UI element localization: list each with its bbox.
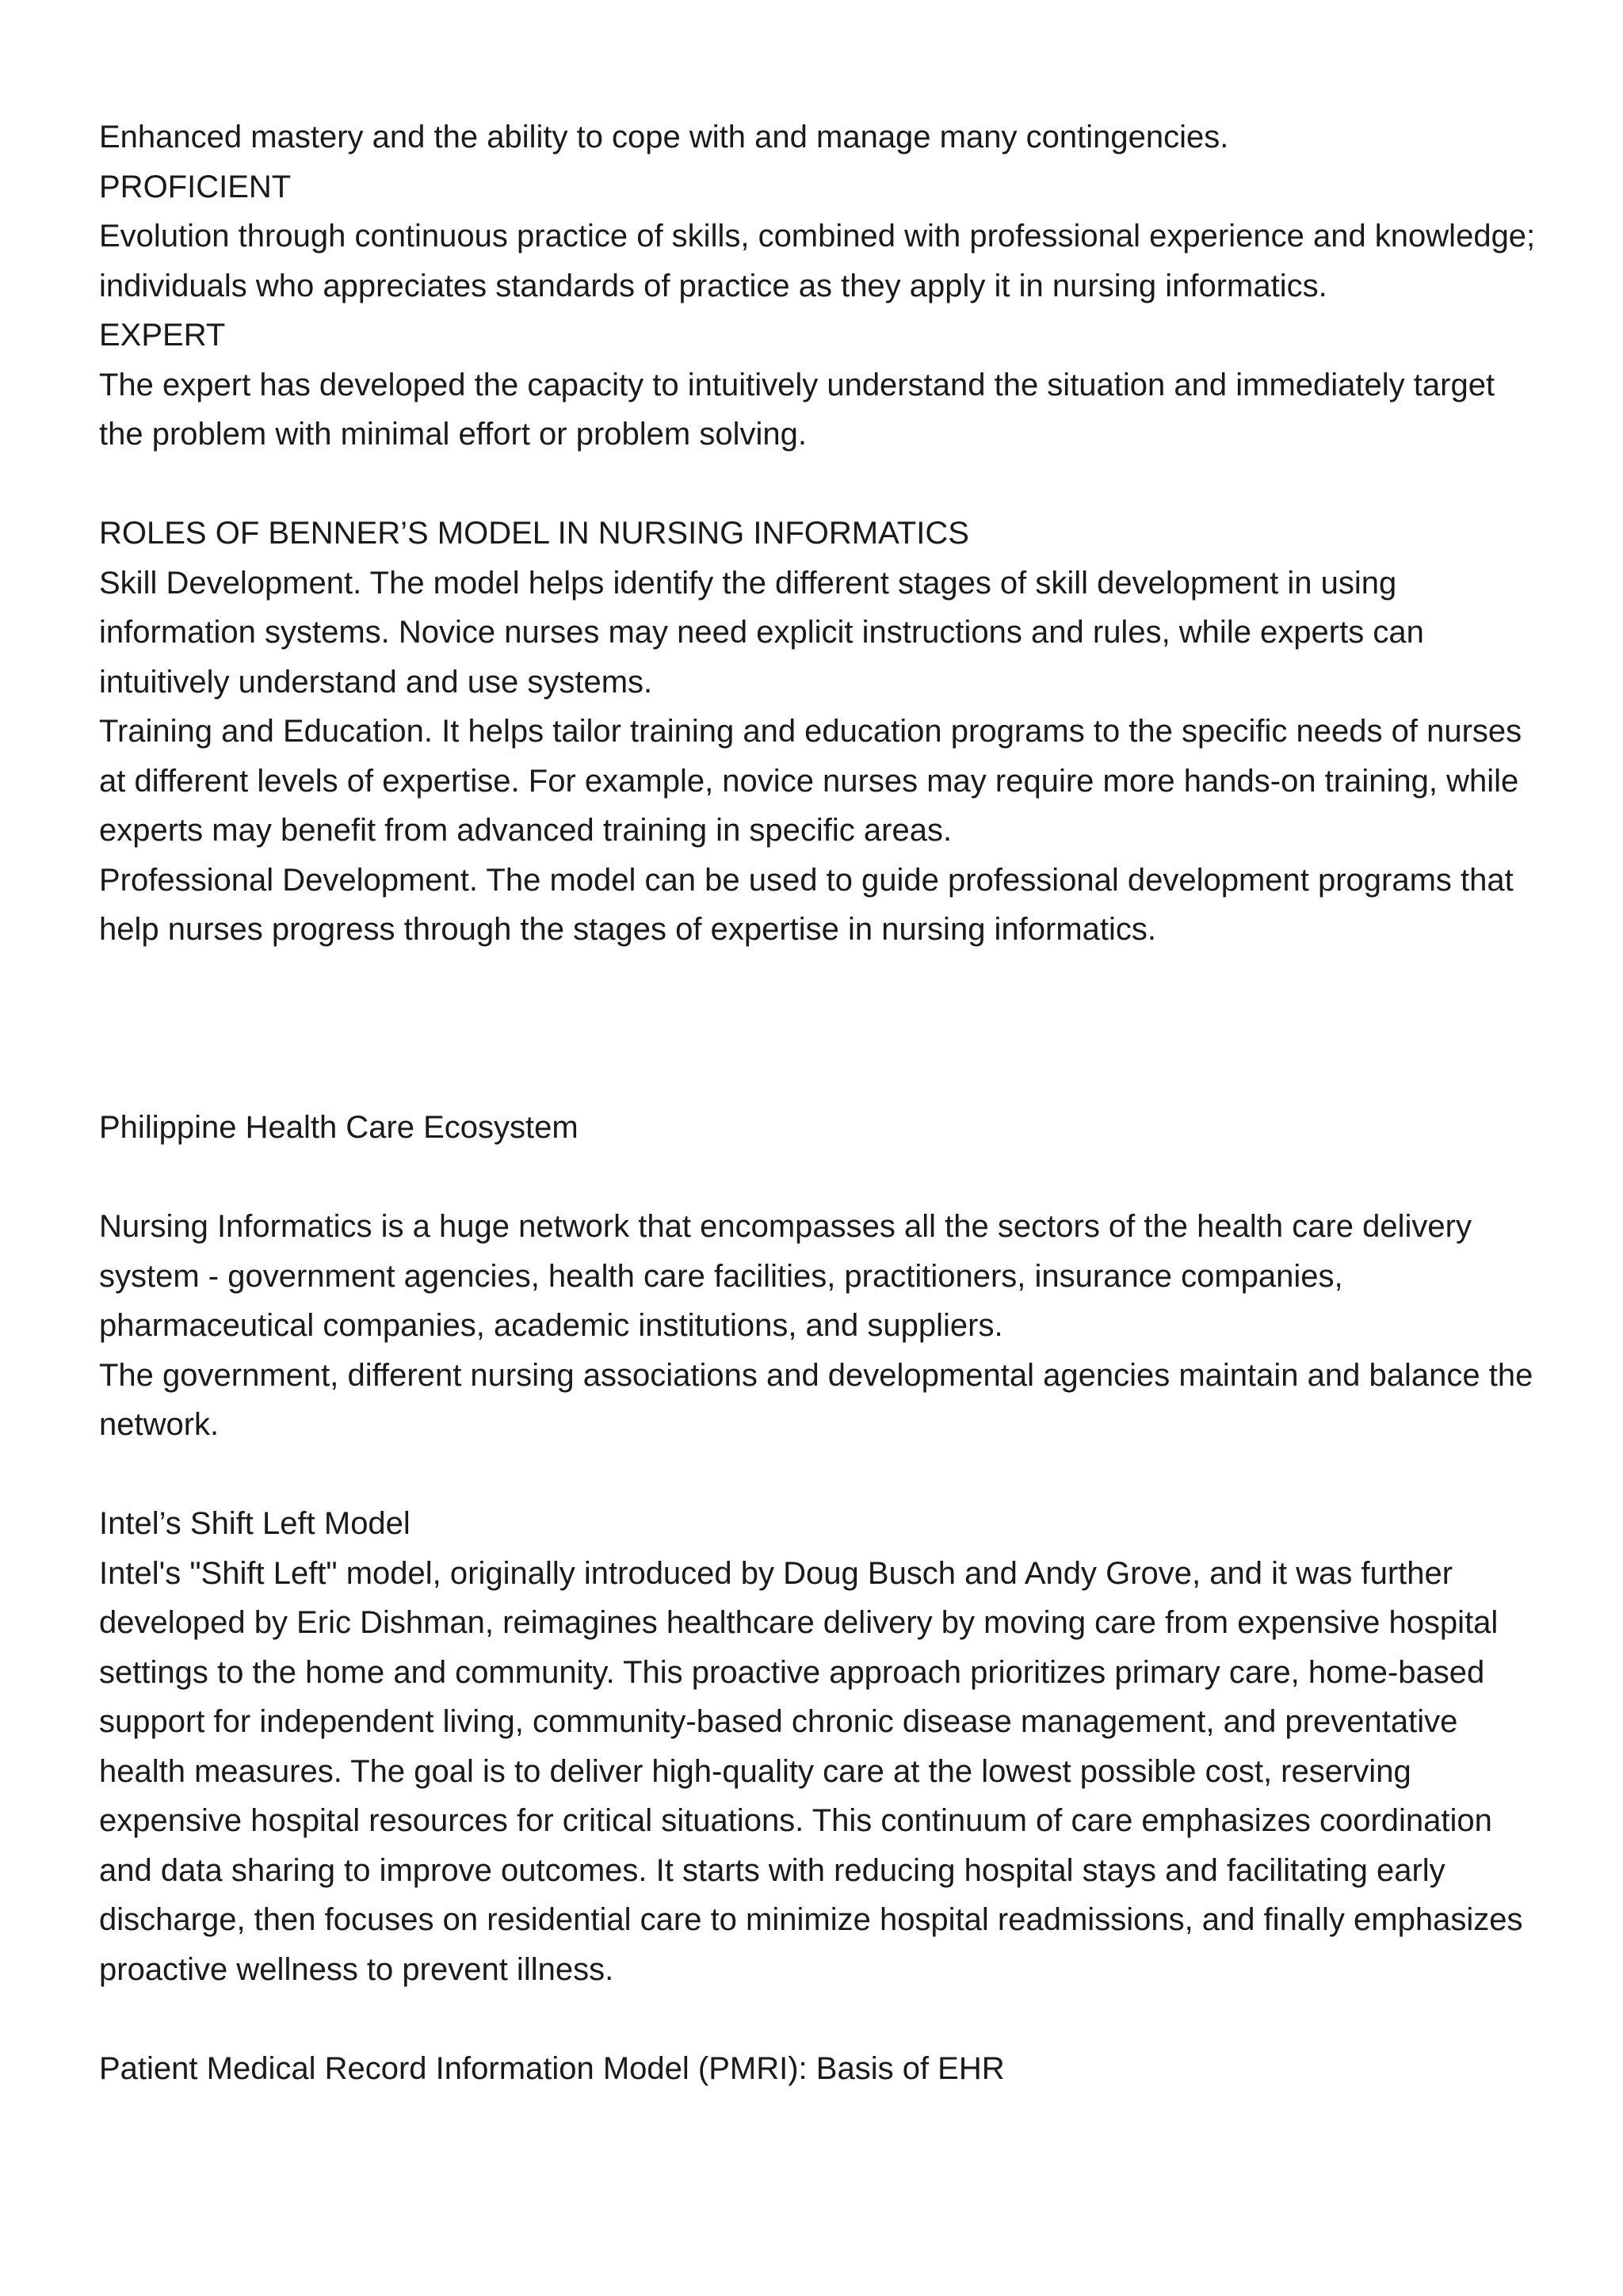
roles-heading: ROLES OF BENNER’S MODEL IN NURSING INFORMATICS [99, 516, 969, 551]
proficient-description: Evolution through continuous practice of skills, combined with professional experience and knowledge; individuals who appreciates standards of practice as they apply it in nursing informatics. [99, 219, 1536, 303]
paragraph-spacer [99, 1153, 1537, 1203]
training-education-paragraph: Training and Education. It helps tailor training and education programs to the specific needs of nurses at different levels of expertise. For example, novice nurses may require more hands-on training, while experts may benefit from advanced training in specific areas. [99, 714, 1522, 848]
shift-left-heading: Intel’s Shift Left Model [99, 1506, 411, 1541]
professional-development-paragraph: Professional Development. The model can be used to guide professional development programs that help nurses progress through the stages of expertise in nursing informatics. [99, 862, 1514, 947]
shift-left-paragraph: Intel's "Shift Left" model, originally introduced by Doug Busch and Andy Grove, and it was further developed by Eric Dishman, reimagines healthcare delivery by moving care from expensive hospital settings to the home and community. This proactive approach prioritizes primary care, home-based support for independent living, community-based chronic disease management, and preventative health measures. The goal is to deliver high-quality care at the lowest possible cost, reserving expensive hospital resources for critical situations. This continuum of care emphasizes coordination and data sharing to improve outcomes. It starts with reducing hospital stays and facilitating early discharge, then focuses on residential care to minimize hospital readmissions, and finally emphasizes proactive wellness to prevent illness. [99, 1555, 1523, 1987]
paragraph-spacer [99, 1450, 1537, 1500]
proficient-heading: PROFICIENT [99, 169, 292, 204]
expert-heading: EXPERT [99, 318, 226, 353]
ecosystem-paragraph-1: Nursing Informatics is a huge network that encompasses all the sectors of the health care delivery system - government agencies, health care facilities, practitioners, insurance companies, pharmaceutical companies, academic institutions, and suppliers. [99, 1209, 1472, 1343]
paragraph-spacer [99, 460, 1537, 509]
expert-description: The expert has developed the capacity to intuitively understand the situation and immediately target the problem with minimal effort or problem solving. [99, 367, 1495, 452]
section-spacer [99, 955, 1537, 1104]
competent-description: Enhanced mastery and the ability to cope with and manage many contingencies. [99, 120, 1229, 154]
skill-development-paragraph: Skill Development. The model helps identify the different stages of skill development in using information systems. Novice nurses may need explicit instructions and rules, while experts can intuitively understand and use systems. [99, 565, 1424, 700]
pmri-heading: Patient Medical Record Information Model (PMRI): Basis of EHR [99, 2050, 1005, 2086]
ecosystem-heading: Philippine Health Care Ecosystem [99, 1110, 579, 1145]
paragraph-spacer [99, 1994, 1537, 2044]
ecosystem-paragraph-2: The government, different nursing associations and developmental agencies maintain and balance the network. [99, 1357, 1533, 1442]
